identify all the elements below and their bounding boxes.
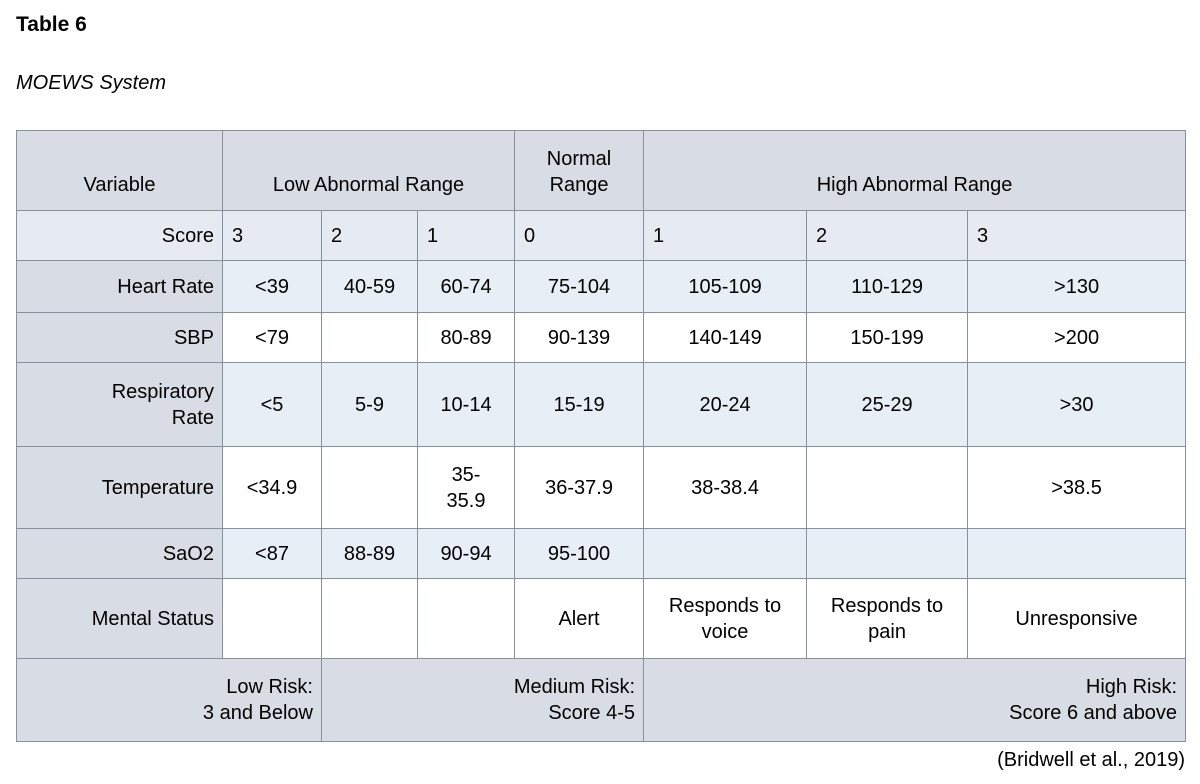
row-label: SaO2 bbox=[17, 529, 223, 579]
data-cell: <79 bbox=[223, 313, 322, 363]
low-risk-line1: Low Risk: bbox=[226, 676, 313, 698]
data-cell: <34.9 bbox=[223, 447, 322, 529]
data-cell: 36-37.9 bbox=[515, 447, 644, 529]
data-cell: 90-94 bbox=[418, 529, 515, 579]
row-label: Respiratory Rate bbox=[17, 363, 223, 447]
score-cell: 0 bbox=[515, 211, 644, 261]
low-risk-line2: 3 and Below bbox=[202, 702, 313, 724]
data-cell: Responds to voice bbox=[644, 579, 807, 659]
data-cell: 95-100 bbox=[515, 529, 644, 579]
data-cell: <87 bbox=[223, 529, 322, 579]
table-title: MOEWS System bbox=[16, 72, 167, 94]
header-low-range: Low Abnormal Range bbox=[223, 131, 515, 211]
data-cell: 20-24 bbox=[644, 363, 807, 447]
data-cell: 105-109 bbox=[644, 261, 807, 313]
data-cell: 110-129 bbox=[807, 261, 968, 313]
score-cell: 3 bbox=[223, 211, 322, 261]
data-cell bbox=[807, 447, 968, 529]
high-risk-line2: Score 6 and above bbox=[1009, 702, 1178, 724]
table-row bbox=[17, 313, 1186, 363]
score-cell: 1 bbox=[418, 211, 515, 261]
table-row bbox=[17, 529, 1186, 579]
score-cell: 2 bbox=[807, 211, 968, 261]
table-label: Table 6 bbox=[16, 13, 87, 36]
high-risk-line1: High Risk: bbox=[1085, 676, 1178, 698]
table-row bbox=[17, 447, 1186, 529]
row-label: Mental Status bbox=[17, 579, 223, 659]
high-risk-cell bbox=[644, 659, 1186, 742]
data-cell: Alert bbox=[515, 579, 644, 659]
medium-risk-line2: Score 4-5 bbox=[548, 702, 636, 724]
table-row bbox=[17, 579, 1186, 659]
medium-risk-line1: Medium Risk: bbox=[513, 676, 636, 698]
score-row bbox=[17, 211, 1186, 261]
row-label: Score bbox=[17, 211, 223, 261]
data-cell bbox=[322, 579, 418, 659]
data-cell bbox=[968, 529, 1186, 579]
header-high-range: High Abnormal Range bbox=[644, 131, 1186, 211]
data-cell: >30 bbox=[968, 363, 1186, 447]
data-cell: 5-9 bbox=[322, 363, 418, 447]
score-cell: 1 bbox=[644, 211, 807, 261]
row-label: Temperature bbox=[17, 447, 223, 529]
header-row bbox=[17, 131, 1186, 211]
data-cell: 90-139 bbox=[515, 313, 644, 363]
data-cell: 40-59 bbox=[322, 261, 418, 313]
data-cell: 10-14 bbox=[418, 363, 515, 447]
data-cell: >130 bbox=[968, 261, 1186, 313]
medium-risk-cell bbox=[322, 659, 644, 742]
low-risk-cell bbox=[17, 659, 322, 742]
header-normal-range: Normal Range bbox=[515, 131, 644, 211]
data-cell: 75-104 bbox=[515, 261, 644, 313]
risk-summary-row bbox=[17, 659, 1186, 742]
data-cell: Unresponsive bbox=[968, 579, 1186, 659]
header-variable: Variable bbox=[17, 131, 223, 211]
data-cell: >200 bbox=[968, 313, 1186, 363]
data-cell: 140-149 bbox=[644, 313, 807, 363]
data-cell: 15-19 bbox=[515, 363, 644, 447]
citation: (Bridwell et al., 2019) bbox=[997, 749, 1185, 771]
row-label: SBP bbox=[17, 313, 223, 363]
data-cell: 80-89 bbox=[418, 313, 515, 363]
data-cell: 38-38.4 bbox=[644, 447, 807, 529]
data-cell: <39 bbox=[223, 261, 322, 313]
data-cell: 150-199 bbox=[807, 313, 968, 363]
score-cell: 2 bbox=[322, 211, 418, 261]
score-cell: 3 bbox=[968, 211, 1186, 261]
data-cell bbox=[807, 529, 968, 579]
data-cell bbox=[223, 579, 322, 659]
data-cell: 25-29 bbox=[807, 363, 968, 447]
data-cell: <5 bbox=[223, 363, 322, 447]
table-row bbox=[17, 261, 1186, 313]
data-cell: 35-35.9 bbox=[418, 447, 515, 529]
data-cell: Responds to pain bbox=[807, 579, 968, 659]
data-cell bbox=[644, 529, 807, 579]
data-cell bbox=[322, 313, 418, 363]
moews-table bbox=[16, 130, 1186, 742]
data-cell: 88-89 bbox=[322, 529, 418, 579]
table-row bbox=[17, 363, 1186, 447]
data-cell bbox=[322, 447, 418, 529]
row-label: Heart Rate bbox=[17, 261, 223, 313]
data-cell bbox=[418, 579, 515, 659]
data-cell: >38.5 bbox=[968, 447, 1186, 529]
data-cell: 60-74 bbox=[418, 261, 515, 313]
